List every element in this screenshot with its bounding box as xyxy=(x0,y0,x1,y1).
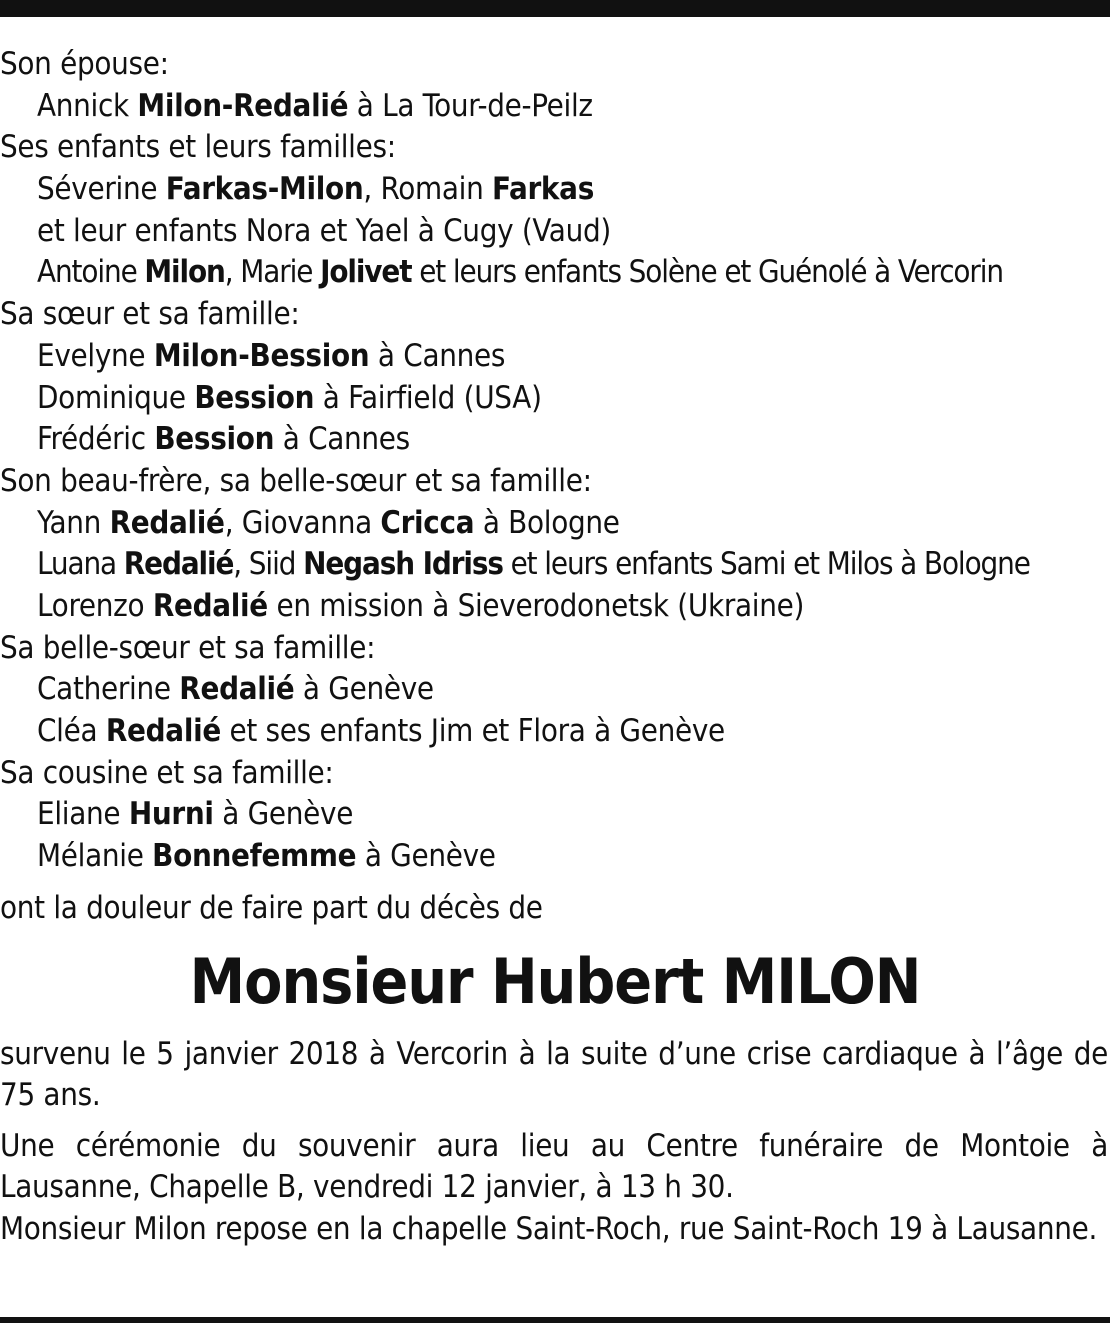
family-surname: Bession xyxy=(194,379,315,416)
family-member-line xyxy=(0,669,1110,711)
top-border-rule xyxy=(0,0,1110,17)
family-text: Frédéric xyxy=(37,421,155,458)
family-surname: Bession xyxy=(154,421,275,458)
family-surname: Redalié xyxy=(179,671,295,708)
family-text: à Genève xyxy=(213,796,354,833)
deceased-name: Monsieur Hubert MILON xyxy=(189,945,921,1018)
family-surname: Milon xyxy=(144,254,225,291)
family-text: Yann xyxy=(37,504,110,541)
family-surname: Cricca xyxy=(380,504,475,541)
family-list xyxy=(0,44,1110,878)
relation-heading xyxy=(0,294,1110,336)
family-text: à Genève xyxy=(356,838,496,875)
family-text: , Giovanna xyxy=(224,504,381,541)
family-member-line xyxy=(0,211,1110,253)
relation-heading xyxy=(0,628,1110,670)
family-member-line xyxy=(0,378,1110,420)
family-text: Dominique xyxy=(37,379,195,416)
family-surname: Redalié xyxy=(123,546,234,583)
family-text: et leurs enfants Sami et Milos à Bologne xyxy=(502,546,1030,583)
bottom-border-rule xyxy=(0,1317,1110,1323)
family-text: en mission à Sieverodonetsk (Ukraine) xyxy=(267,587,805,624)
family-surname: Redalié xyxy=(105,713,221,749)
ceremony-details: Une cérémonie du souvenir aura lieu au Centre funéraire de Montoie à Lausanne, Chapelle B, vendredi 12 janvier, à 13 h 30. xyxy=(0,1128,1108,1205)
family-text: Sa cousine et sa famille: xyxy=(0,754,334,791)
family-text: Evelyne xyxy=(37,337,154,374)
family-surname: Farkas-Milon xyxy=(165,171,364,208)
family-surname: Bonnefemme xyxy=(152,838,357,875)
family-member-line xyxy=(0,419,1110,461)
family-text: , Siid xyxy=(233,546,304,583)
family-surname: Redalié xyxy=(109,504,225,541)
relation-heading xyxy=(0,753,1110,795)
family-text: Eliane xyxy=(37,796,129,833)
family-text: à Genève xyxy=(294,671,434,708)
family-surname: Milon-Redalié xyxy=(137,87,349,124)
family-surname: Hurni xyxy=(128,796,214,833)
family-text: Ses enfants et leurs familles: xyxy=(0,129,396,166)
family-surname: Farkas xyxy=(492,171,594,208)
family-text: Son beau-frère, sa belle-sœur et sa famille: xyxy=(0,462,592,499)
family-text: Lorenzo xyxy=(37,587,153,624)
family-member-line xyxy=(0,336,1110,378)
family-member-line xyxy=(0,252,1110,294)
family-text: , Marie xyxy=(224,254,321,291)
resting-place-details: Monsieur Milon repose en la chapelle Saint-Roch, rue Saint-Roch 19 à Lausanne. xyxy=(0,1211,1098,1247)
relation-heading xyxy=(0,461,1110,503)
announcement-intro: ont la douleur de faire part du décès de xyxy=(0,890,543,926)
family-text: Sa sœur et sa famille: xyxy=(0,296,300,333)
family-member-line xyxy=(0,544,1110,586)
family-member-line xyxy=(0,711,1110,753)
family-member-line xyxy=(0,836,1110,878)
family-text: et ses enfants Jim et Flora à Genève xyxy=(220,713,725,749)
family-text: Cléa xyxy=(37,713,106,749)
death-details: survenu le 5 janvier 2018 à Vercorin à la suite d’une crise cardiaque à l’âge de 75 ans. xyxy=(0,1036,1108,1113)
family-text: à Cannes xyxy=(274,421,410,458)
relation-heading xyxy=(0,44,1110,86)
family-surname: Negash Idriss xyxy=(303,546,503,583)
family-text: Catherine xyxy=(37,671,180,708)
family-text: Son épouse: xyxy=(0,46,169,82)
family-text: à La Tour-de-Peilz xyxy=(348,87,593,124)
family-text: Annick xyxy=(37,87,138,124)
family-text: Luana xyxy=(37,546,124,583)
family-member-line xyxy=(0,586,1110,628)
family-surname: Redalié xyxy=(152,587,268,624)
family-member-line xyxy=(0,503,1110,545)
family-text: Mélanie xyxy=(37,838,153,875)
family-text: Antoine xyxy=(37,254,145,291)
family-text: à Cannes xyxy=(369,337,506,374)
family-surname: Milon-Bession xyxy=(153,337,370,374)
family-member-line xyxy=(0,169,1110,211)
family-text: et leurs enfants Solène et Guénolé à Vercorin xyxy=(411,254,1003,291)
family-text: à Bologne xyxy=(474,504,620,541)
family-text: , Romain xyxy=(363,171,493,208)
family-surname: Jolivet xyxy=(320,254,412,291)
family-member-line xyxy=(0,794,1110,836)
family-member-line xyxy=(0,86,1110,128)
family-text: Séverine xyxy=(37,171,166,208)
family-text: et leur enfants Nora et Yael à Cugy (Vaud) xyxy=(37,212,611,249)
family-text: à Fairfield (USA) xyxy=(314,379,542,416)
family-text: Sa belle-sœur et sa famille: xyxy=(0,629,376,666)
relation-heading xyxy=(0,127,1110,169)
